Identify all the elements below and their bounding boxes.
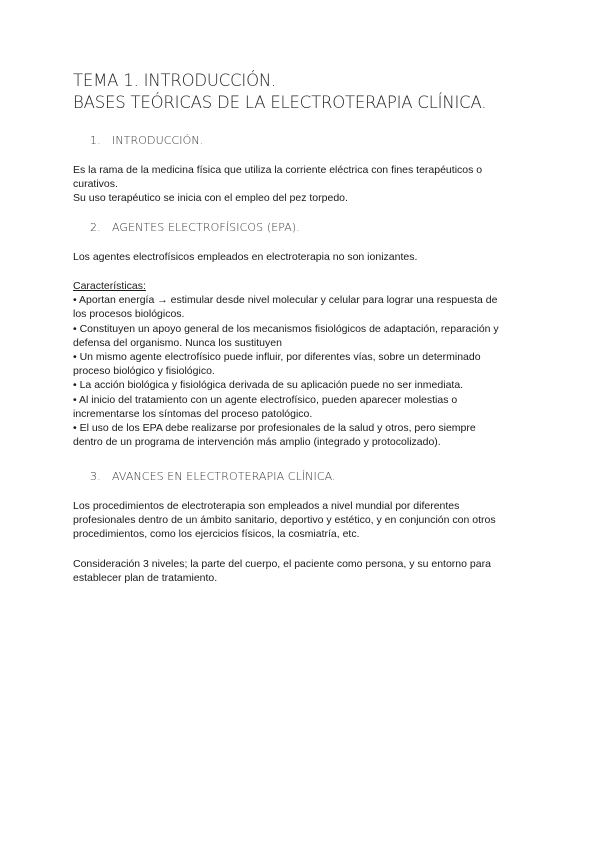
text-line: Los agentes electrofísicos empleados en electroterapia no son ionizantes. — [73, 251, 418, 263]
text-line: profesionales dentro de un ámbito sanitario, deportivo y estético, y en conjunción con otros — [73, 514, 496, 527]
section-number: 2. — [90, 221, 101, 234]
list-line: los procesos biológicos. — [73, 308, 185, 321]
list-line: incrementarse los síntomas del proceso patológico. — [73, 407, 313, 420]
section-title: AVANCES EN ELECTROTERAPIA CLÍNICA. — [112, 470, 336, 483]
advances-paragraph-1 — [73, 499, 533, 542]
text-line: Es la rama de la medicina física que utiliza la corriente eléctrica con fines terapéuticos o — [73, 164, 483, 176]
text-line: curativos. — [73, 178, 118, 191]
text-line: establecer plan de tratamiento. — [73, 572, 218, 585]
text-line: Su uso terapéutico se inicia con el empleo del pez torpedo. — [73, 192, 348, 205]
list-line: • Constituyen un apoyo general de los mecanismos fisiológicos de adaptación, reparación y — [73, 322, 499, 335]
section-number: 1. — [90, 134, 101, 147]
list-line: dentro de un programa de intervención más amplio (integrado y protocolizado). — [73, 436, 441, 449]
characteristics-list — [73, 279, 533, 449]
list-line: • Un mismo agente electrofísico puede influir, por diferentes vías, sobre un determinado — [73, 351, 481, 364]
text-line: Consideración 3 niveles; la parte del cuerpo, el paciente como persona, y su entorno para — [73, 558, 491, 570]
list-line: proceso biológico y fisiológico. — [73, 365, 215, 378]
title-line-1: TEMA 1. INTRODUCCIÓN. — [73, 71, 277, 90]
title-line-2: BASES TEÓRICAS DE LA ELECTROTERAPIA CLÍNICA. — [73, 93, 487, 112]
intro-paragraph — [73, 163, 533, 206]
section-heading-1 — [90, 134, 203, 148]
section-title: INTRODUCCIÓN. — [112, 134, 204, 147]
document-title — [73, 70, 553, 114]
list-line: • Aportan energía → estimular desde nivel molecular y celular para lograr una respuesta de — [73, 294, 498, 307]
list-line: • Al inicio del tratamiento con un agente electrofísico, pueden aparecer molestias o — [73, 393, 458, 406]
text-line: Los procedimientos de electroterapia son empleados a nivel mundial por diferentes — [73, 500, 460, 512]
characteristics-label: Características: — [73, 280, 146, 292]
section-number: 3. — [90, 470, 101, 483]
list-line: defensa del organismo. Nunca los sustituyen — [73, 336, 282, 349]
text-line: procedimientos, como los ejercicios físicos, la cosmiatría, etc. — [73, 528, 360, 541]
list-line: • La acción biológica y fisiológica derivada de su aplicación puede no ser inmediata. — [73, 379, 464, 392]
section-heading-3 — [90, 470, 336, 484]
agents-lead-paragraph — [73, 250, 533, 264]
section-heading-2 — [90, 221, 300, 235]
list-line: • El uso de los EPA debe realizarse por profesionales de la salud y otros, pero siempre — [73, 422, 476, 435]
advances-paragraph-2 — [73, 557, 533, 585]
section-title: AGENTES ELECTROFÍSICOS (EPA). — [112, 221, 300, 234]
